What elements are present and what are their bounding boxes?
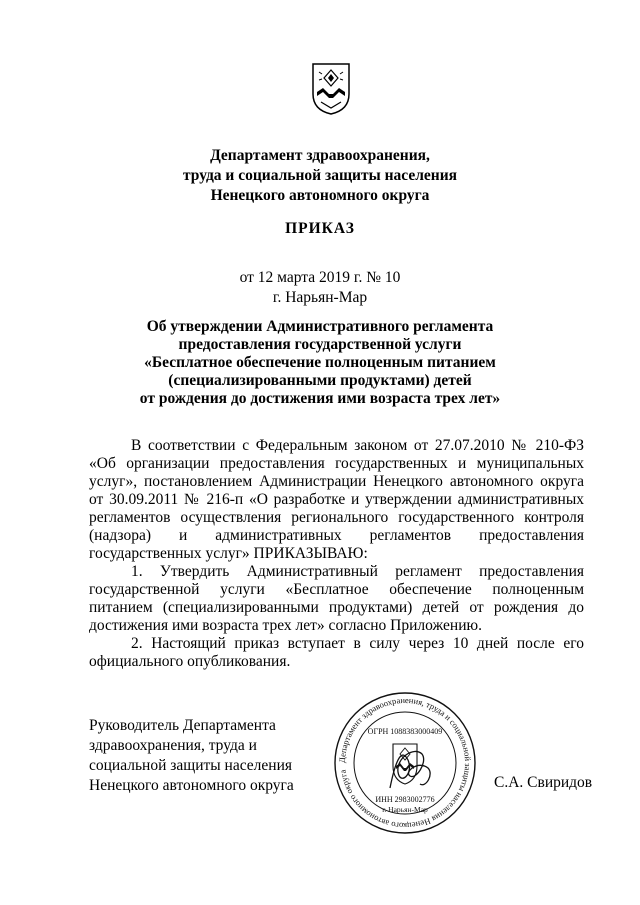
dept-line: труда и социальной защиты населения [182,167,458,184]
dept-line: Департамент здравоохранения, [210,147,430,164]
order-subject [0,318,640,408]
order-city: г. Нарьян-Мар [272,289,368,306]
order-body [89,437,584,671]
seal-city: г. Нарьян-Мар [382,805,428,814]
dept-line: Ненецкого автономного округа [210,187,430,204]
position-line: социальной защиты населения [89,757,293,774]
subject-line: (специализированными продуктами) детей [168,372,472,389]
item-2-paragraph: 2. Настоящий приказ вступает в силу через 10 дней после его официального опубликования. [89,635,584,670]
seal-ogrn: ОГРН 1088383000409 [367,727,443,736]
department-name [0,146,640,206]
preamble-paragraph: В соответствии с Федеральным законом от 27.07.2010 № 210-ФЗ «Об организации предоставления государственных и муниципальных услуг», постановлением Администрации Ненецкого автономного округа от 30.09.2011 № 216-п «О разработке и утверждении административных регламентов осуществления регионального государственного контроля (надзора) и административных регламентов предоставления государственных услуг» ПРИКАЗЫВАЮ: [89,437,584,562]
order-title: ПРИКАЗ [285,220,355,237]
coat-of-arms-emblem [311,62,351,116]
signatory-name: С.А. Свиридов [494,774,593,791]
seal-inn: ИНН 2983002776 [375,795,435,804]
subject-line: «Бесплатное обеспечение полноценным питанием [144,354,496,371]
subject-line: от рождения до достижения ими возраста трех лет» [139,390,501,407]
signatory-position [89,716,329,796]
position-line: Ненецкого автономного округа [89,777,294,794]
subject-line: предоставления государственной услуги [178,336,462,353]
handwritten-signature [390,751,430,788]
official-seal [330,688,480,838]
order-date-number: от 12 марта 2019 г. № 10 [239,269,401,286]
item-1-paragraph: 1. Утвердить Административный регламент предоставления государственной услуги «Бесплатное обеспечение полноценным питанием (специализированными продуктами) детей от рождения до достижения ими возраста трех лет» согласно Приложению. [89,563,584,634]
subject-line: Об утверждении Административного регламента [146,318,494,335]
order-date-block [0,268,640,308]
position-line: здравоохранения, труда и [89,737,257,754]
seal-ring-text: Департамент здравоохранения, труда и социальной защиты населения Ненецкого автономного округа [336,694,474,832]
position-line: Руководитель Департамента [89,717,276,734]
